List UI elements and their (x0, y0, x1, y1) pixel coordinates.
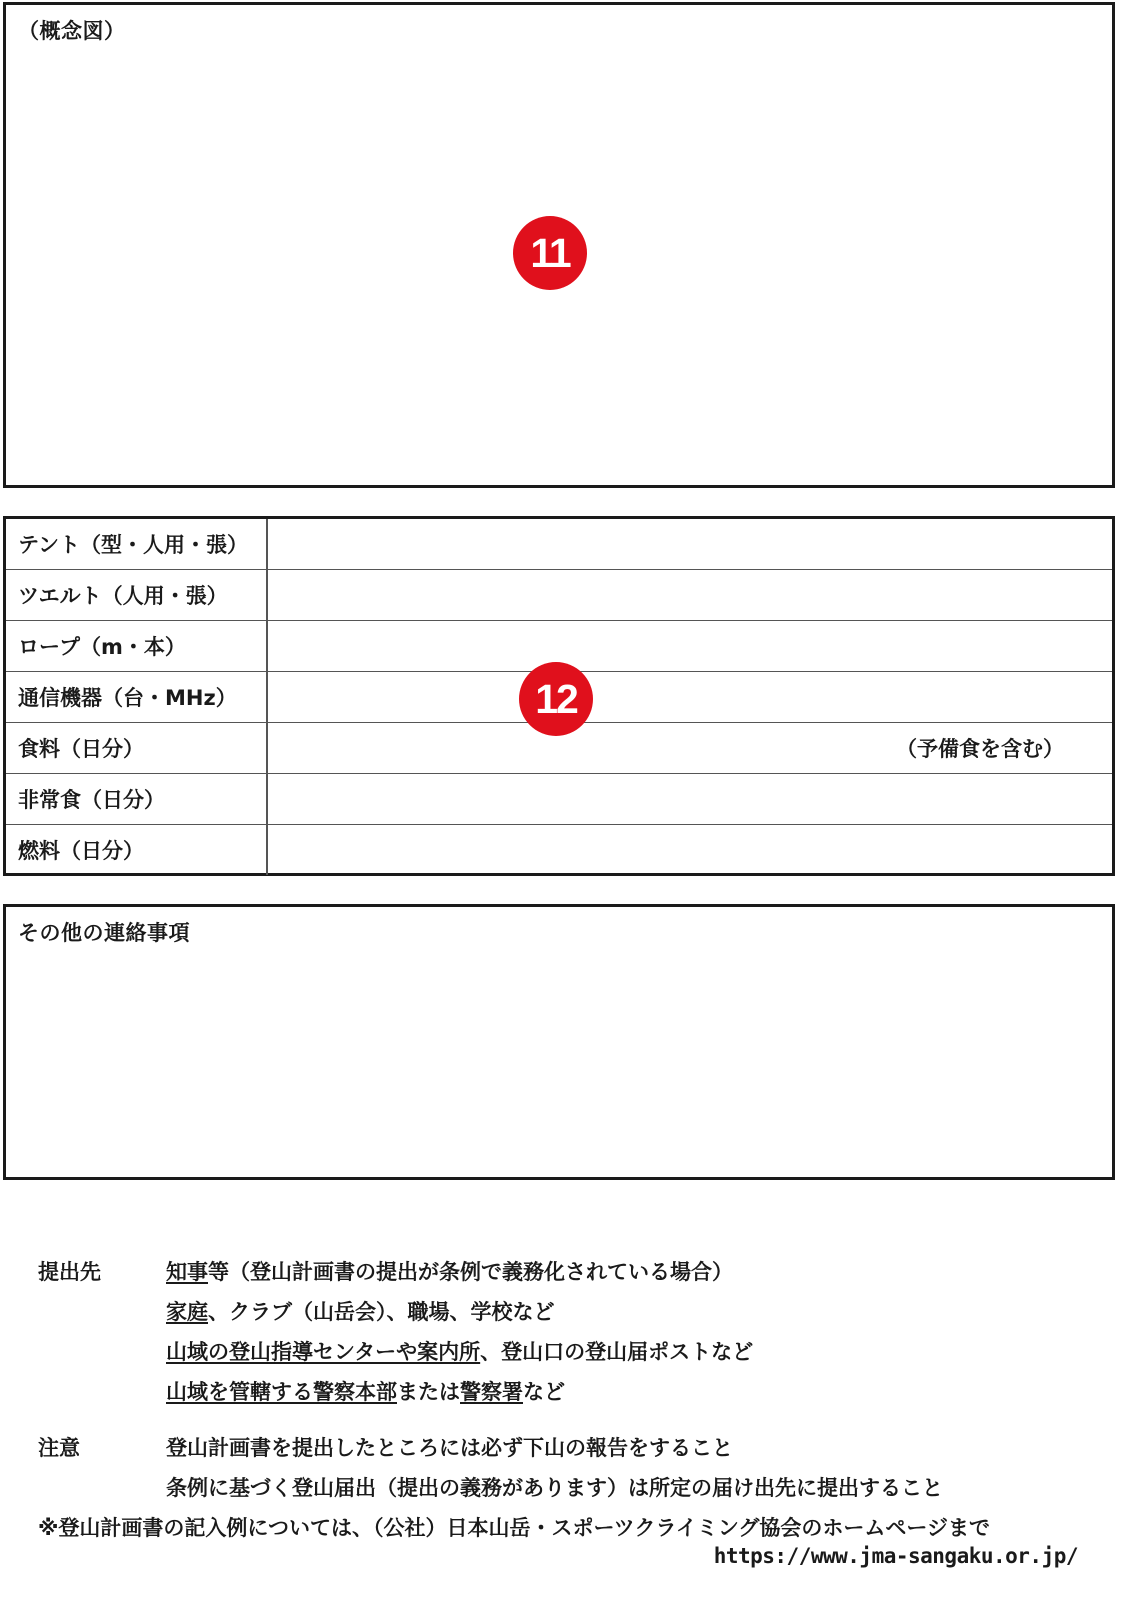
footer-note: ※登山計画書の記入例については、（公社）日本山岳・スポーツクライミング協会のホームページまで (38, 1516, 990, 1540)
submit-line-4-emph: 山域を管轄する警察本部 (166, 1380, 397, 1404)
submit-line-2-rest: 、クラブ（山岳会）、職場、学校など (208, 1300, 555, 1324)
row-label-radio: 通信機器（台・MHz） (6, 672, 267, 723)
row-label-fuel: 燃料（日分） (6, 825, 267, 876)
submit-line-2 (166, 1296, 555, 1326)
submit-line-1-rest: 等（登山計画書の提出が条例で義務化されている場合） (208, 1260, 733, 1284)
radio-field[interactable] (267, 672, 1112, 723)
submit-line-3-rest: 、登山口の登山届ポストなど (480, 1340, 754, 1364)
row-label-tent: テント（型・人用・張） (6, 519, 267, 570)
table-row (6, 825, 1112, 876)
tarp-field[interactable] (267, 570, 1112, 621)
other-notes-label: その他の連絡事項 (18, 921, 190, 945)
food-note: （予備食を含む） (896, 737, 1064, 761)
emergency-food-field[interactable] (267, 774, 1112, 825)
rope-field[interactable] (267, 621, 1112, 672)
food-field[interactable] (267, 723, 1112, 774)
fuel-field[interactable] (267, 825, 1112, 876)
footer-url-link[interactable]: https://www.jma-sangaku.or.jp/ (713, 1544, 1078, 1568)
submit-line-2-emph: 家庭 (166, 1300, 208, 1324)
caution-line-2: 条例に基づく登山届出（提出の義務があります）は所定の届け出先に提出すること (166, 1476, 943, 1500)
submit-heading: 提出先 (38, 1260, 101, 1284)
submit-line-4-mid: または (397, 1380, 460, 1404)
caution-heading: 注意 (38, 1436, 80, 1460)
row-label-rope: ロープ（m・本） (6, 621, 267, 672)
submit-line-4 (166, 1376, 565, 1406)
table-row (6, 570, 1112, 621)
row-label-tarp: ツエルト（人用・張） (6, 570, 267, 621)
other-notes-box[interactable] (3, 904, 1115, 1180)
submit-line-1-emph: 知事 (166, 1260, 208, 1284)
tent-field[interactable] (267, 519, 1112, 570)
step-marker-12: 12 (519, 662, 593, 736)
row-label-emergency-food: 非常食（日分） (6, 774, 267, 825)
submit-line-3-emph: 山域の登山指導センターや案内所 (166, 1340, 481, 1364)
table-row (6, 519, 1112, 570)
caution-line-1: 登山計画書を提出したところには必ず下山の報告をすること (166, 1436, 733, 1460)
submit-line-1 (166, 1256, 733, 1286)
submit-line-4-rest: など (523, 1380, 565, 1404)
step-marker-11: 11 (513, 216, 587, 290)
table-row (6, 774, 1112, 825)
concept-diagram-label: （概念図） (18, 19, 126, 43)
submit-line-3 (166, 1336, 753, 1366)
row-label-food: 食料（日分） (6, 723, 267, 774)
submit-line-4-emph-2: 警察署 (460, 1380, 523, 1404)
